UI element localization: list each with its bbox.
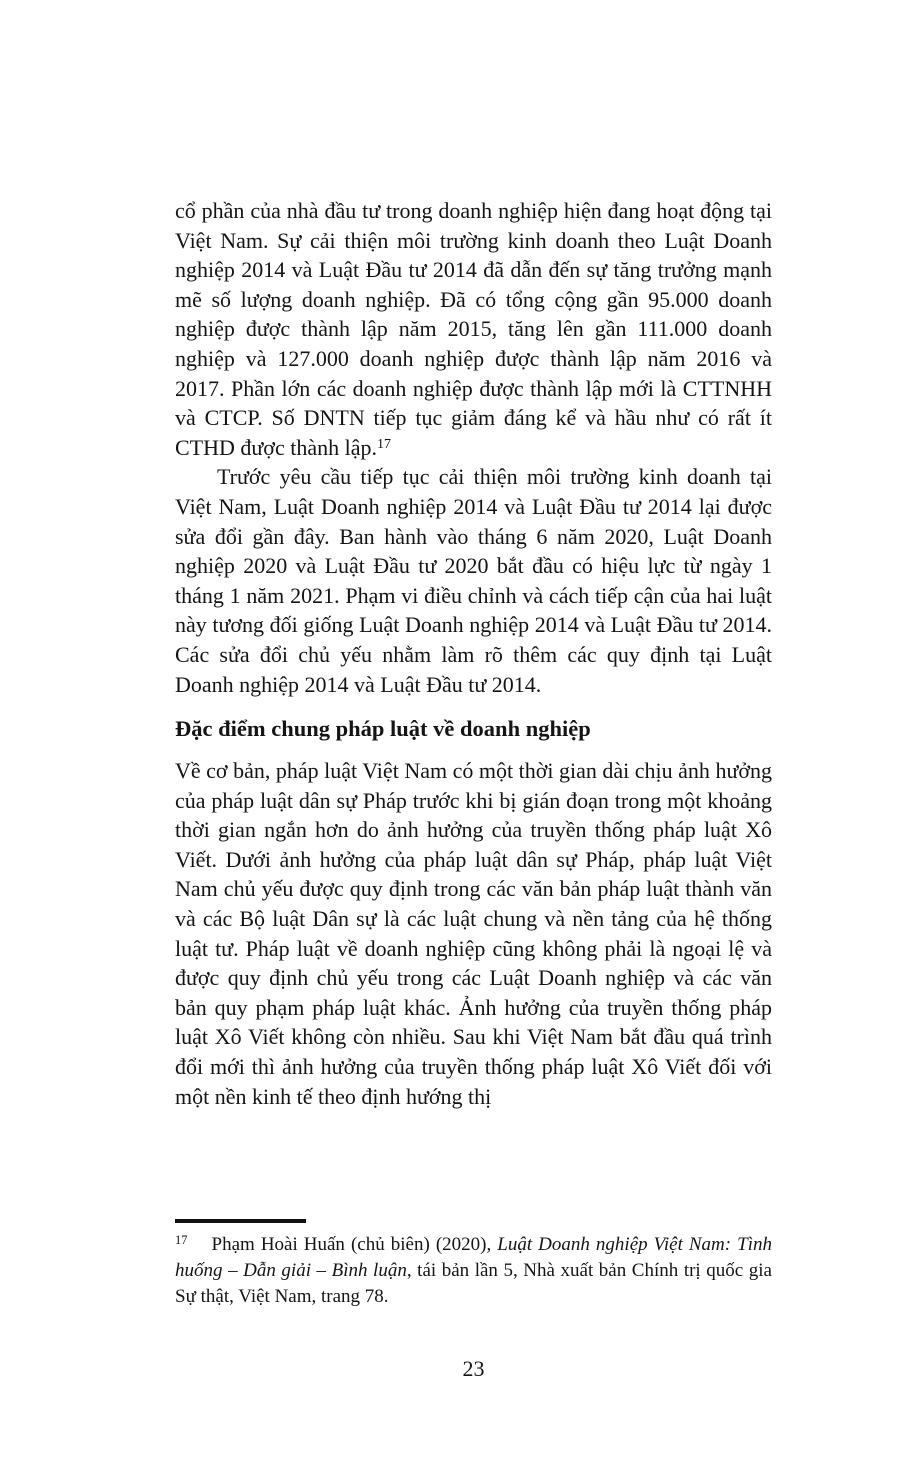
footnote: [175, 1232, 772, 1310]
footnote-text: , tái bản lần 5, Nhà xuất bản Chính trị quốc gia Sự thật, Việt Nam, trang 78.: [175, 1260, 772, 1307]
section-heading: Đặc điểm chung pháp luật về doanh nghiệp: [175, 716, 591, 742]
footnote-separator-rule: [175, 1219, 306, 1223]
footnote-reference: 17: [376, 436, 391, 452]
paragraph-continuation: [175, 196, 772, 462]
footnote-area: [175, 1219, 772, 1310]
page-number: 23: [462, 1356, 485, 1381]
paragraph: Trước yêu cầu tiếp tục cải thiện môi trường kinh doanh tại Việt Nam, Luật Doanh nghiệp 2014 và Luật Đầu tư 2014 lại được sửa đổi gần đây. Ban hành vào tháng 6 năm 2020, Luật Doanh nghiệp 2020 và Luật Đầu tư 2020 bắt đầu có hiệu lực từ ngày 1 tháng 1 năm 2021. Phạm vi điều chỉnh và cách tiếp cận của hai luật này tương đối giống Luật Doanh nghiệp 2014 và Luật Đầu tư 2014. Các sửa đổi chủ yếu nhằm làm rõ thêm các quy định tại Luật Doanh nghiệp 2014 và Luật Đầu tư 2014.: [175, 464, 772, 697]
paragraph: Về cơ bản, pháp luật Việt Nam có một thời gian dài chịu ảnh hưởng của pháp luật dân sự Pháp trước khi bị gián đoạn trong một khoảng thời gian ngắn hơn do ảnh hưởng của truyền thống pháp luật Xô Viết. Dưới ảnh hưởng của pháp luật dân sự Pháp, pháp luật Việt Nam chủ yếu được quy định trong các văn bản pháp luật thành văn và các Bộ luật Dân sự là các luật chung và nền tảng của hệ thống luật tư. Pháp luật về doanh nghiệp cũng không phải là ngoại lệ và được quy định chủ yếu trong các Luật Doanh nghiệp và các văn bản quy phạm pháp luật khác. Ảnh hưởng của truyền thống pháp luật Xô Viết không còn nhiều. Sau khi Việt Nam bắt đầu quá trình đổi mới thì ảnh hưởng của truyền thống pháp luật Xô Viết đối với một nền kinh tế theo định hướng thị: [175, 758, 772, 1109]
paragraph-text: cổ phần của nhà đầu tư trong doanh nghiệp hiện đang hoạt động tại Việt Nam. Sự cải thiện môi trường kinh doanh theo Luật Doanh nghiệp 2014 và Luật Đầu tư 2014 đã dẫn đến sự tăng trưởng mạnh mẽ số lượng doanh nghiệp. Đã có tổng cộng gần 95.000 doanh nghiệp được thành lập năm 2015, tăng lên gần 111.000 doanh nghiệp và 127.000 doanh nghiệp được thành lập năm 2016 và 2017. Phần lớn các doanh nghiệp được thành lập mới là CTTNHH và CTCP. Số DNTN tiếp tục giảm đáng kể và hầu như có rất ít CTHD được thành lập.: [175, 198, 772, 460]
footnote-text: Phạm Hoài Huấn (chủ biên) (2020),: [211, 1234, 498, 1255]
footnote-book-title: Luật Doanh nghiệp Việt Nam: Tình huống – Dẫn giải – Bình luận: [175, 1234, 772, 1281]
main-text-block: [175, 196, 772, 1111]
footnote-marker: 17: [175, 1233, 188, 1247]
